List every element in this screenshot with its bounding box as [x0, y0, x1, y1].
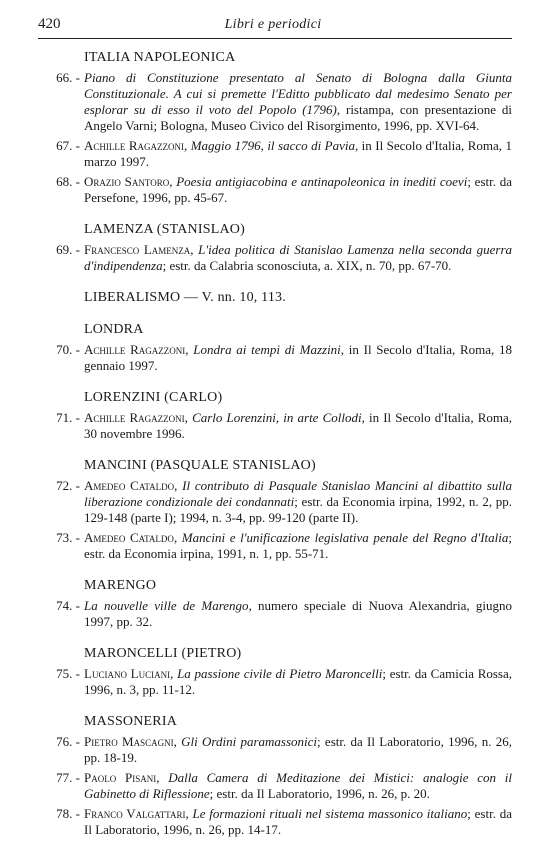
entry-author: Francesco Lamenza: [84, 242, 191, 257]
section: [38, 714, 512, 838]
entry-text: Achille Ragazzoni, Carlo Lorenzini, in arte Collodi, in Il Secolo d'Italia, Roma, 30 novembre 1996.: [84, 410, 513, 441]
entry-text: Orazio Santoro, Poesia antigiacobina e antinapoleonica in inediti coevi; estr. da Persefone, 1996, pp. 45-67.: [84, 174, 512, 205]
section: [38, 390, 512, 442]
entry-publication: , in Il Secolo d'Italia, Roma, 1 marzo 1997.: [84, 138, 513, 169]
entry-text: Franco Valgattari, Le formazioni rituali nel sistema massonico italiano; estr. da Il Laboratorio, 1996, n. 26, pp. 14-17.: [84, 806, 512, 837]
entry-title: Il contributo di Pasquale Stanislao Mancini al dibattito sulla liberazione condizionale dei condannati: [84, 478, 512, 509]
entry-text: [84, 598, 512, 630]
bibliography-list: [38, 50, 512, 842]
section: [38, 322, 512, 374]
entry-text: Pietro Mascagni, Gli Ordini paramassonici; estr. da Il Laboratorio, 1996, n. 26, pp. 18-19.: [84, 734, 512, 765]
entry-title: Le formazioni rituali nel sistema massonico italiano: [192, 806, 468, 821]
entry-text: Paolo Pisani, Dalla Camera di Meditazione dei Mistici: analogie con il Gabinetto di Riflessione; estr. da Il Laboratorio, 1996, n. 26, p. 20.: [84, 770, 512, 801]
entry-number: 66. -: [56, 70, 80, 85]
entry-author: Paolo Pisani: [84, 770, 157, 785]
entry-number: 75. -: [56, 666, 80, 681]
entry-number: 70. -: [56, 342, 80, 357]
bibliography-entry: [38, 478, 512, 526]
entry-title: Londra ai tempi di Mazzini: [193, 342, 341, 357]
entry-title: Piano di Constituzione presentato al Senato di Bologna dalla Giunta Constituzionale. A cui si premette l'Editto pubblicato dal medesimo Senato per esplorar su di esso il voto del Popolo (1796): [84, 70, 512, 117]
entry-author: Achille Ragazzoni: [84, 342, 186, 357]
bibliography-entry: [38, 242, 512, 274]
entry-publication: , in Il Secolo d'Italia, Roma, 30 novembre 1996.: [84, 410, 513, 441]
entry-number: 77. -: [56, 770, 80, 785]
entry-publication: ; estr. da Calabria sconosciuta, a. XIX, n. 70, pp. 67-70.: [162, 258, 452, 273]
section-heading: LORENZINI (CARLO): [84, 390, 223, 405]
entry-publication: ; estr. da Economia irpina, 1991, n. 1, pp. 55-71.: [84, 530, 512, 561]
entry-publication: , numero speciale di Nuova Alexandria, giugno 1997, pp. 32.: [84, 598, 512, 629]
entry-title: Poesia antigiacobina e antinapoleonica in inediti coevi: [176, 174, 468, 189]
entry-text: Achille Ragazzoni, Londra ai tempi di Mazzini, in Il Secolo d'Italia, Roma, 18 gennaio 1997.: [84, 342, 512, 373]
section: [38, 222, 512, 274]
bibliography-entry: [38, 666, 512, 698]
entry-title: Gli Ordini paramassonici: [181, 734, 318, 749]
entry-author: Achille Ragazzoni: [84, 138, 184, 153]
entry-publication: , ristampa, con presentazione di Angelo Varni; Bologna, Museo Civico del Risorgimento, 1996, pp. XVI-64.: [84, 102, 512, 133]
section-spacer: [38, 278, 512, 290]
entry-author: Amedeo Cataldo: [84, 530, 174, 545]
entry-number: 67. -: [56, 138, 80, 153]
section-spacer: [38, 634, 512, 646]
entry-title: L'idea politica di Stanislao Lamenza nella seconda guerra d'indipendenza: [84, 242, 513, 273]
entry-text: Amedeo Cataldo, Il contributo di Pasquale Stanislao Mancini al dibattito sulla liberazione condizionale dei condannati; estr. da Economia irpina, 1992, n. 2, pp. 129-148 (parte I); 1994, n. 3-4, pp. 99-120 (parte II).: [84, 478, 512, 525]
entry-number: 72. -: [56, 478, 80, 493]
section-heading: MARONCELLI (PIETRO): [84, 646, 242, 661]
entry-text: Amedeo Cataldo, Mancini e l'unificazione legislativa penale del Regno d'Italia; estr. da Economia irpina, 1991, n. 1, pp. 55-71.: [84, 530, 512, 561]
entry-publication: ; estr. da Il Laboratorio, 1996, n. 26, pp. 18-19.: [84, 734, 512, 765]
section-spacer: [38, 210, 512, 222]
entry-number: 73. -: [56, 530, 80, 545]
entry-text: Achille Ragazzoni, Maggio 1796, il sacco di Pavia, in Il Secolo d'Italia, Roma, 1 marzo 1997.: [84, 138, 513, 169]
section-heading: LIBERALISMO — V. nn. 10, 113.: [84, 290, 286, 305]
section-spacer: [38, 702, 512, 714]
entry-author: Achille Ragazzoni: [84, 410, 185, 425]
section: [38, 50, 512, 206]
bibliography-entry: [38, 410, 512, 442]
entry-author: Franco Valgattari: [84, 806, 186, 821]
entry-text: [84, 70, 512, 134]
header-rule: [38, 38, 512, 39]
bibliography-entry: [38, 598, 512, 630]
bibliography-entry: [38, 70, 512, 134]
page-number: 420: [38, 16, 61, 32]
entry-text: Luciano Luciani, La passione civile di Pietro Maroncelli; estr. da Camicia Rossa, 1996, n. 3, pp. 11-12.: [84, 666, 513, 697]
entry-text: Francesco Lamenza, L'idea politica di Stanislao Lamenza nella seconda guerra d'indipendenza; estr. da Calabria sconosciuta, a. XIX, n. 70, pp. 67-70.: [84, 242, 513, 273]
section-heading: LAMENZA (STANISLAO): [84, 222, 245, 237]
section: [38, 646, 512, 698]
section-heading: MASSONERIA: [84, 714, 178, 729]
section-spacer: [38, 378, 512, 390]
section-heading: MANCINI (PASQUALE STANISLAO): [84, 458, 316, 473]
section-heading: MARENGO: [84, 578, 157, 593]
bibliography-entry: [38, 734, 512, 766]
entry-title: La nouvelle ville de Marengo: [84, 598, 249, 613]
entry-publication: , in Il Secolo d'Italia, Roma, 18 gennaio 1997.: [84, 342, 512, 373]
entry-publication: ; estr. da Il Laboratorio, 1996, n. 26, p. 20.: [209, 786, 430, 801]
entry-number: 68. -: [56, 174, 80, 189]
entry-publication: ; estr. da Persefone, 1996, pp. 45-67.: [84, 174, 512, 205]
section-spacer: [38, 566, 512, 578]
entry-author: Orazio Santoro: [84, 174, 170, 189]
entry-publication: ; estr. da Camicia Rossa, 1996, n. 3, pp. 11-12.: [84, 666, 513, 697]
bibliography-entry: [38, 530, 512, 562]
entry-publication: ; estr. da Economia irpina, 1992, n. 2, pp. 129-148 (parte I); 1994, n. 3-4, pp. 99-120 (parte II).: [84, 494, 512, 525]
entry-author: Amedeo Cataldo: [84, 478, 175, 493]
entry-number: 76. -: [56, 734, 80, 749]
entry-title: La passione civile di Pietro Maroncelli: [177, 666, 383, 681]
entry-title: Maggio 1796, il sacco di Pavia: [190, 138, 355, 153]
section-spacer: [38, 310, 512, 322]
entry-number: 69. -: [56, 242, 80, 257]
bibliography-entry: [38, 138, 512, 170]
bibliography-entry: [38, 770, 512, 802]
entry-publication: ; estr. da Il Laboratorio, 1996, n. 26, pp. 14-17.: [84, 806, 512, 837]
bibliography-entry: [38, 342, 512, 374]
entry-title: Mancini e l'unificazione legislativa penale del Regno d'Italia: [181, 530, 509, 545]
section: [38, 290, 512, 306]
running-head: Libri e periodici: [224, 17, 322, 32]
entry-title: Dalla Camera di Meditazione dei Mistici: analogie con il Gabinetto di Riflessione: [84, 770, 512, 801]
entry-number: 74. -: [56, 598, 80, 613]
bibliography-entry: [38, 174, 512, 206]
section: [38, 458, 512, 562]
entry-number: 71. -: [56, 410, 80, 425]
entry-author: Pietro Mascagni: [84, 734, 174, 749]
page-header: [38, 16, 508, 36]
section: [38, 578, 512, 630]
entry-number: 78. -: [56, 806, 80, 821]
entry-author: Luciano Luciani: [84, 666, 171, 681]
section-heading: LONDRA: [84, 322, 144, 337]
entry-title: Carlo Lorenzini, in arte Collodi: [192, 410, 362, 425]
bibliography-entry: [38, 806, 512, 838]
section-heading: ITALIA NAPOLEONICA: [84, 50, 236, 65]
section-spacer: [38, 446, 512, 458]
